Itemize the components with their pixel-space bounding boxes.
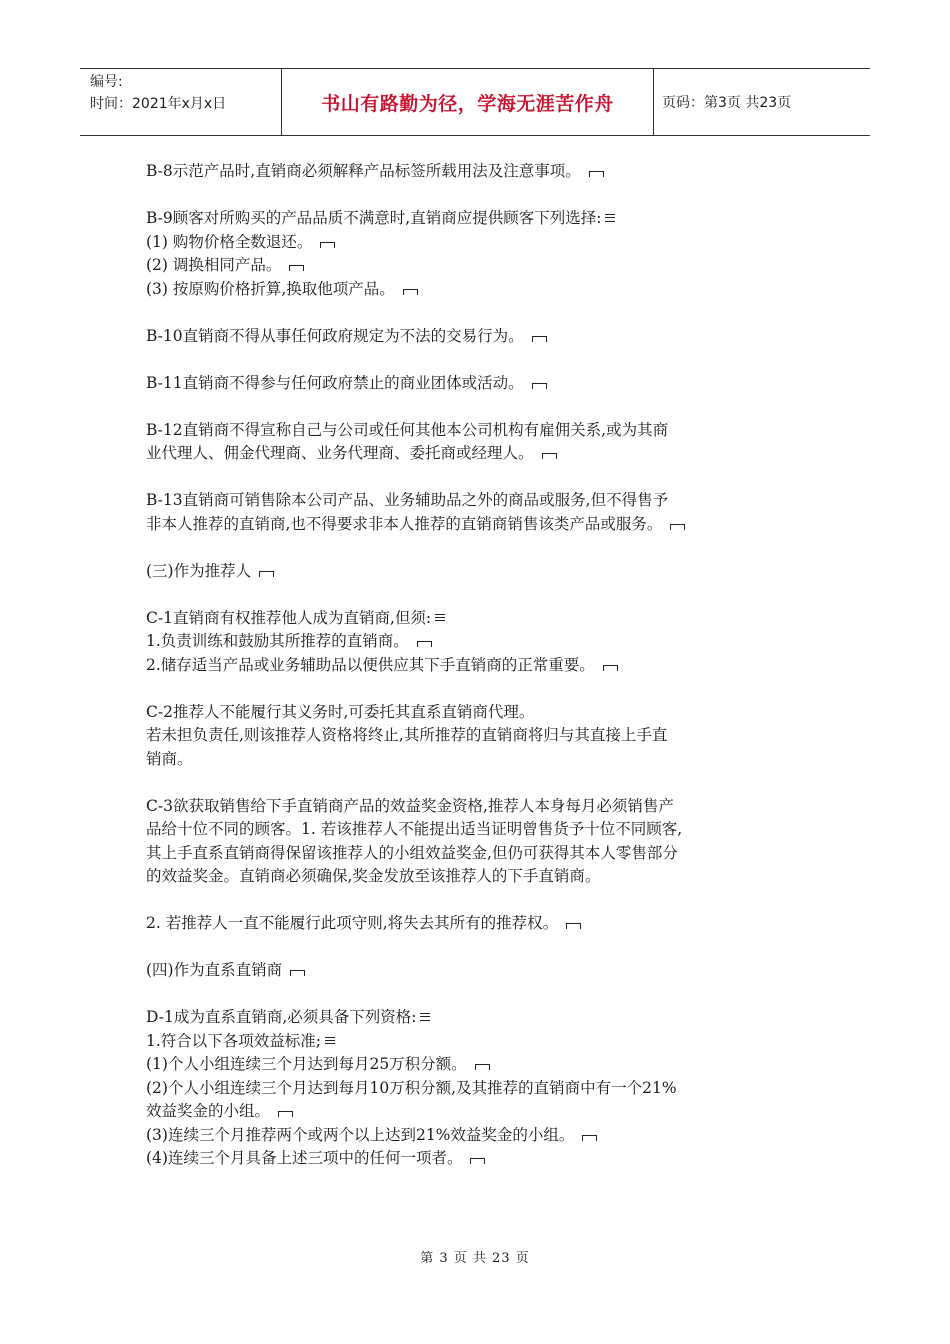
- text-line-content: 1.符合以下各项效益标准;: [146, 1031, 322, 1050]
- paragraph-mark-icon: [582, 1135, 597, 1141]
- text-line-content: 非本人推荐的直销商,也不得要求非本人推荐的直销商销售该类产品或服务。: [146, 514, 663, 533]
- text-line-content: 2.储存适当产品或业务辅助品以便供应其下手直销商的正常重要。: [146, 655, 595, 674]
- paragraph-gap: [146, 301, 816, 325]
- paragraph-mark-icon: [289, 265, 304, 271]
- paragraph-gap: [146, 184, 816, 208]
- header-motto: 书山有路勤为径，学海无涯苦作舟: [282, 69, 654, 135]
- paragraph-mark-icon: [403, 289, 418, 295]
- text-line: [146, 701, 816, 725]
- paragraph-mark-icon: [417, 641, 432, 647]
- text-line: [146, 748, 816, 772]
- text-line-content: B-11直销商不得参与任何政府禁止的商业团体或活动。: [146, 373, 524, 392]
- text-line-content: (3)连续三个月推荐两个或两个以上达到21%效益奖金的小组。: [146, 1125, 575, 1144]
- text-line: [146, 959, 816, 983]
- paragraph-mark-icon: [589, 171, 604, 177]
- text-line: [146, 489, 816, 513]
- text-line: [146, 160, 816, 184]
- text-line: [146, 607, 816, 631]
- paragraph-gap: [146, 983, 816, 1007]
- text-line-content: B-8示范产品时,直销商必须解释产品标签所载用法及注意事项。: [146, 162, 581, 180]
- text-line-content: 其上手直系直销商得保留该推荐人的小组效益奖金,但仍可获得其本人零售部分: [146, 843, 678, 862]
- text-line-content: C-1直销商有权推荐他人成为直销商,但须:: [146, 608, 432, 627]
- text-line: [146, 231, 816, 255]
- text-line: [146, 513, 816, 537]
- paragraph-mark-icon: [670, 524, 685, 530]
- text-line: [146, 724, 816, 748]
- paragraph-mark-icon: [603, 665, 618, 671]
- text-line-content: 效益奖金的小组。: [146, 1102, 271, 1120]
- text-line: [146, 372, 816, 396]
- paragraph-mark-icon: [290, 970, 305, 976]
- paragraph-gap: [146, 771, 816, 795]
- text-line: [146, 818, 816, 842]
- text-line: [146, 1053, 816, 1077]
- text-line: [146, 1030, 816, 1054]
- text-line-content: (4)连续三个月具备上述三项中的任何一项者。: [146, 1149, 463, 1167]
- text-line-content: 若未担负责任,则该推荐人资格将终止,其所推荐的直销商将归与其直接上手直: [146, 726, 668, 744]
- text-line-content: C-3欲获取销售给下手直销商产品的效益奖金资格,推荐人本身每月必须销售产: [146, 796, 674, 815]
- text-line: [146, 1006, 816, 1030]
- page-footer: 第 3 页 共 23 页: [420, 1251, 530, 1266]
- text-line: [146, 1100, 816, 1124]
- text-line: [146, 254, 816, 278]
- text-line: [146, 912, 816, 936]
- text-line: [146, 325, 816, 349]
- paragraph-mark-icon: [470, 1158, 485, 1164]
- text-line: [146, 278, 816, 302]
- line-break-mark-icon: [435, 614, 445, 622]
- text-line-content: 1.负责训练和鼓励其所推荐的直销商。: [146, 632, 409, 650]
- paragraph-gap: [146, 677, 816, 701]
- text-line-content: 业代理人、佣金代理商、业务代理商、委托商或经理人。: [146, 444, 534, 462]
- text-line-content: B-13直销商可销售除本公司产品、业务辅助品之外的商品或服务,但不得售予: [146, 491, 669, 509]
- text-line: [146, 419, 816, 443]
- paragraph-gap: [146, 536, 816, 560]
- text-line-content: 销商。: [146, 749, 193, 768]
- paragraph-mark-icon: [542, 453, 557, 459]
- header-meta: [80, 69, 282, 135]
- text-line-content: C-2推荐人不能履行其义务时,可委托其直系直销商代理。: [146, 702, 535, 721]
- paragraph-mark-icon: [532, 383, 547, 389]
- text-line-content: D-1成为直系直销商,必须具备下列资格:: [146, 1008, 417, 1026]
- text-line-content: 2. 若推荐人一直不能履行此项守则,将失去其所有的推荐权。: [146, 914, 559, 932]
- paragraph-mark-icon: [259, 571, 274, 577]
- paragraph-mark-icon: [475, 1064, 490, 1070]
- text-line: [146, 795, 816, 819]
- text-line-content: (3) 按原购价格折算,换取他项产品。: [146, 279, 395, 298]
- text-line: [146, 1077, 816, 1101]
- paragraph-gap: [146, 889, 816, 913]
- text-line-content: (四)作为直系直销商: [146, 961, 283, 979]
- text-line: [146, 1124, 816, 1148]
- line-break-mark-icon: [605, 214, 615, 222]
- text-line: [146, 442, 816, 466]
- text-line-content: (1)个人小组连续三个月达到每月25万积分额。: [146, 1055, 467, 1073]
- text-line: [146, 865, 816, 889]
- text-line-content: B-9顾客对所购买的产品品质不满意时,直销商应提供顾客下列选择:: [146, 209, 602, 227]
- text-line: [146, 654, 816, 678]
- document-body: [146, 160, 816, 1171]
- text-line-content: B-12直销商不得宣称自己与公司或任何其他本公司机构有雇佣关系,或为其商: [146, 420, 669, 439]
- paragraph-gap: [146, 936, 816, 960]
- text-line: [146, 842, 816, 866]
- paragraph-mark-icon: [566, 923, 581, 929]
- text-line-content: (三)作为推荐人: [146, 561, 252, 580]
- text-line-content: (1) 购物价格全数退还。: [146, 232, 313, 251]
- text-line: [146, 1147, 816, 1171]
- text-line: [146, 207, 816, 231]
- text-line: [146, 560, 816, 584]
- text-line-content: (2) 调换相同产品。: [146, 256, 282, 274]
- line-break-mark-icon: [420, 1013, 430, 1021]
- page-header: [80, 68, 870, 136]
- paragraph-gap: [146, 348, 816, 372]
- date-label: 时间：2021年x月x日: [90, 96, 227, 112]
- line-break-mark-icon: [325, 1037, 335, 1045]
- paragraph-mark-icon: [532, 336, 547, 342]
- paragraph-mark-icon: [278, 1111, 293, 1117]
- header-page-info: 页码：第3页 共23页: [662, 95, 792, 111]
- text-line-content: 品给十位不同的顾客。1. 若该推荐人不能提出适当证明曾售货予十位不同顾客,: [146, 820, 683, 838]
- paragraph-mark-icon: [320, 242, 335, 248]
- paragraph-gap: [146, 583, 816, 607]
- paragraph-gap: [146, 395, 816, 419]
- text-line-content: (2)个人小组连续三个月达到每月10万积分额,及其推荐的直销商中有一个21%: [146, 1078, 677, 1097]
- number-label: 编号:: [90, 74, 123, 90]
- paragraph-gap: [146, 466, 816, 490]
- text-line-content: B-10直销商不得从事任何政府规定为不法的交易行为。: [146, 326, 524, 345]
- text-line-content: 的效益奖金。直销商必须确保,奖金发放至该推荐人的下手直销商。: [146, 867, 601, 885]
- text-line: [146, 630, 816, 654]
